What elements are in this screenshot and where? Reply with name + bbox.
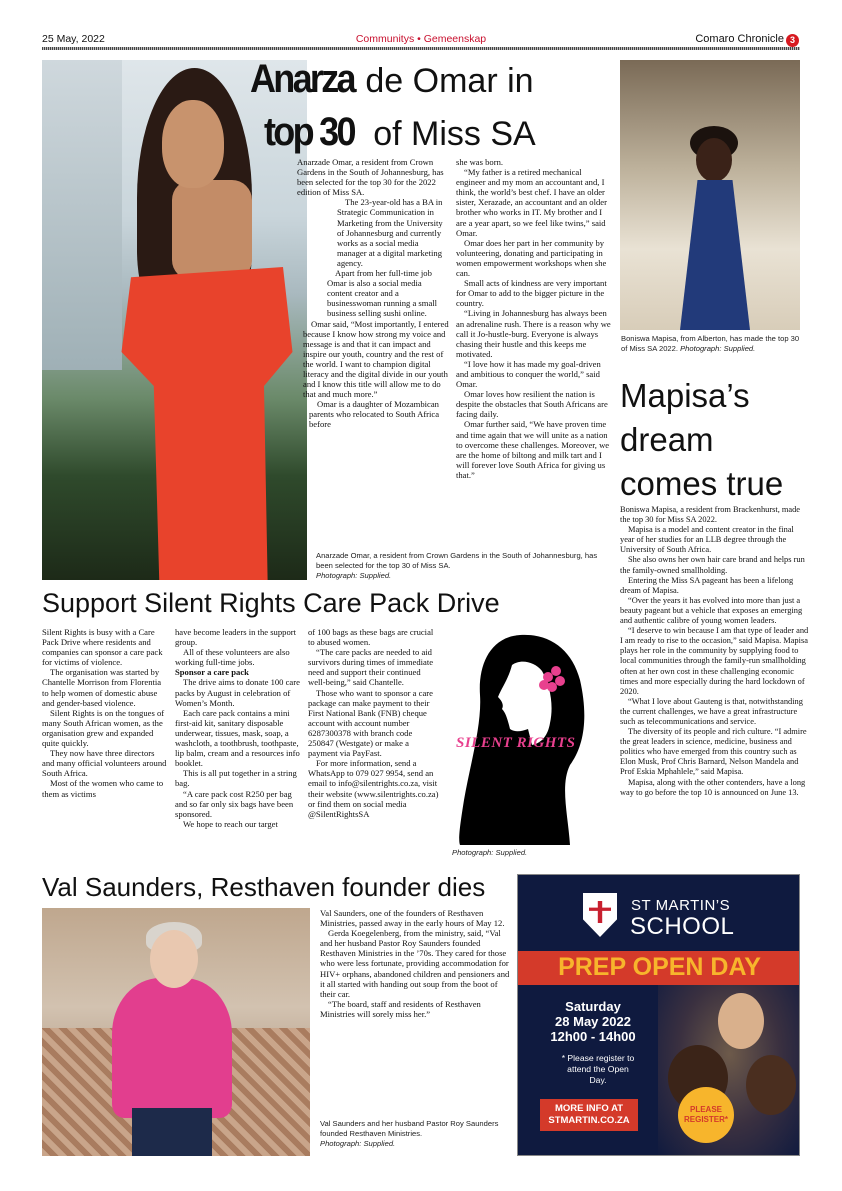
photo-face [162, 100, 224, 188]
silent-rights-column-3 [308, 627, 440, 819]
val-saunders-photo [42, 908, 310, 1156]
paragraph: Boniswa Mapisa, a resident from Brackenhurst, made the top 30 for Miss SA 2022. [620, 505, 801, 525]
paragraph: Most of the women who came to them as victims [42, 778, 164, 799]
paragraph: Those who want to sponsor a care package can make payment to their First National Bank (FNB) cheque account with account number 6287300378 with branch code 250847 (Westgate) or make a payment via PayFast. [308, 687, 433, 759]
photo-credit: Photograph: Supplied. [452, 848, 528, 857]
photo-face [150, 930, 198, 988]
section-name: Communitys • Gemeenskap [355, 33, 487, 45]
omar-body-column-2 [456, 157, 611, 480]
paragraph: “Over the years it has evolved into more than just a beauty pageant but a vehicle that exposes an emerging and authentic calibre of young women leaders. [620, 595, 803, 626]
headline-bold-part: Anarza [250, 57, 354, 101]
paragraph: “I love how it has made my goal-driven and ambitious to conquer the world,” said Omar. [456, 358, 601, 390]
child-face [718, 993, 764, 1049]
event-day: Saturday [565, 999, 621, 1014]
paragraph: Omar loves how resilient the nation is despite the obstacles that South Africans are facing daily. [456, 389, 608, 420]
subheading: Sponsor a care pack [175, 667, 249, 678]
school-name-line-2: SCHOOL [630, 913, 735, 940]
paragraph: We hope to reach our target [183, 818, 278, 829]
paragraph: “The care packs are needed to aid survivors during times of immediate need and support their continued well-being,” said Chantelle. [308, 647, 434, 688]
caption-text: Anarzade Omar, a resident from Crown Gardens in the South of Johannesburg, has been selected for the top 30 of Miss SA. [316, 551, 598, 570]
caption-text: Boniswa Mapisa, from Alberton, has made the top 30 of Miss SA 2022. [621, 334, 800, 353]
photo-blue-dress [680, 180, 750, 330]
headline-line: Mapisa’s [620, 377, 750, 414]
omar-headline [250, 57, 610, 163]
paragraph: she was born. [456, 157, 504, 167]
paragraph: The 23-year-old has a BA in Strategic Communication in Marketing from the University of Johannesburg and currently works as a social media manager at a digital marketing agency. [337, 197, 443, 268]
paragraph: Omar does her part in her community by volunteering, donating and participating in women empowerment workshops when she can. [456, 237, 607, 279]
headline-bold-part: top 30 [264, 110, 354, 154]
event-time: 12h00 - 14h00 [550, 1029, 636, 1044]
paragraph: Mapisa, along with the other contenders, have a long way to go before the top 10 is announced on June 13. [620, 777, 806, 797]
headline-line: comes true [620, 465, 784, 502]
mapisa-photo [620, 60, 800, 330]
paragraph: Silent Rights is busy with a Care Pack Drive where residents and companies can sponsor a care pack for victims of violence. [42, 627, 163, 668]
paragraph: They now have three directors and many official volunteers around South Africa. [42, 748, 167, 779]
silent-rights-column-1 [42, 627, 168, 799]
paragraph: Mapisa is a model and content creator in the final year of her studies for an LLB degree through the University of South Africa. [620, 525, 794, 555]
background-building [42, 60, 122, 370]
paragraph: “The board, staff and residents of Resthaven Ministries will sorely miss her.” [320, 998, 481, 1019]
registration-note: * Please register to attend the Open Day. [561, 1053, 635, 1085]
paragraph: The diversity of its people and rich culture. “I admire the great leaders in science, medicine, business and politics who have emerged from this country such as Elon Musk, Prof Chris Barnard, Nelson Mandela and Prof Eskia Mphahlele,” said Mapisa. [620, 727, 807, 777]
paragraph: Omar further said, “We have proven time and time again that we will unite as a nation to overcome these challenges. Moreover, we are the home of biltong and milk tart and I will forever love South Africa for giving us that.” [456, 419, 610, 480]
banner-text: PREP OPEN DAY [558, 953, 761, 981]
paragraph: “Living in Johannesburg has always been an adrenaline rush. There is a reason why we call it Jo-hustle-burg. Everyone is always chasing their hustle and this keeps me motivated. [456, 308, 611, 359]
photo-pink-cardigan [112, 978, 232, 1118]
school-name-line-1: ST MARTIN’S [631, 897, 731, 914]
silent-rights-logo [450, 625, 610, 845]
paragraph: Entering the Miss SA pageant has been a lifelong dream of Mapisa. [620, 575, 794, 595]
silent-rights-column-2 [175, 627, 301, 829]
paragraph: Omar is a daughter of Mozambican parents who relocated to South Africa before [309, 399, 440, 430]
paragraph: This is all put together in a string bag. [175, 768, 297, 789]
omar-body-column-1 [297, 157, 449, 430]
paragraph: The drive aims to donate 100 care packs by August in celebration of Women’s Month. [175, 677, 300, 708]
paragraph: Apart from her full-time job Omar is also a social media content creator and a businesswoman running a small business selling sushi online. [327, 268, 438, 319]
paragraph: Each care pack contains a mini first-aid kit, sanitary disposable underwear, tissues, mask, soap, a washcloth, a toothbrush, toothpaste, lip balm, cream and a resources info booklet. [175, 707, 300, 769]
paragraph: All of these volunteers are also working full-time jobs. [175, 647, 290, 668]
paragraph: Anarzade Omar, a resident from Crown Gardens in the South of Johannesburg, has been selected for the top 30 for the 2022 edition of Miss SA. [297, 157, 444, 198]
paragraph: “A care pack cost R250 per bag and so far only six bags have been sponsored. [175, 788, 294, 819]
paragraph: Val Saunders, one of the founders of Resthaven Ministries, passed away in the early hours of May 12. [320, 908, 505, 929]
paragraph: Omar said, “Most importantly, I entered because I know how strong my voice and message is and that it can impact and inspire our youth, country and the rest of the world. I want to champion digital literacy and the digital divide in our youth and I know this title will allow me to do that and much more.” [303, 318, 449, 400]
logo-wordmark: SILENT RIGHTS [456, 735, 576, 751]
open-day-banner [518, 951, 800, 985]
paragraph: “What I love about Gauteng is that, notwithstanding the current challenges, we have a great infrastructure such as telecommunications and service. [620, 696, 803, 726]
photo-credit: Photograph: Supplied. [680, 344, 756, 353]
photo-trousers [132, 1108, 212, 1156]
event-date: 28 May 2022 [555, 1014, 631, 1029]
mapisa-headline [620, 374, 810, 506]
paragraph: She also owns her own hair care brand and helps run the family-owned smallholding. [620, 555, 805, 575]
paragraph: The organisation was started by Chantelle Morrison from Florentia to help women of domestic abuse and gender-based violence. [42, 667, 162, 708]
child-face [746, 1055, 796, 1115]
omar-photo-caption [316, 551, 616, 581]
newspaper-name: Comaro Chronicle [695, 33, 784, 45]
paragraph: For more information, send a WhatsApp to 079 027 9954, send an email to info@silentrights.co.za, visit their website (www.silentrights.co.za) or find them on social media @SilentRightsSA [308, 758, 439, 819]
photo-red-dress [112, 250, 302, 580]
headline-light-part: de Omar in [365, 62, 534, 100]
paragraph: of 100 bags as these bags are crucial to abused women. [308, 627, 434, 648]
headline-line: dream [620, 421, 714, 458]
silent-rights-headline: Support Silent Rights Care Pack Drive [42, 588, 500, 618]
silent-rights-photo-credit [452, 848, 527, 858]
val-saunders-headline: Val Saunders, Resthaven founder dies [42, 872, 486, 902]
photo-credit: Photograph: Supplied. [320, 1139, 396, 1148]
paragraph: “I deserve to win because I am that type of leader and I am ready to rise to the occasion,” said Mapisa. Mapisa plays her role in the community by supplying food to local communities through the family-run smallholding often at her own cost in these challenging economic times and more especially during the hard lockdown of 2020. [620, 626, 809, 696]
mapisa-body [620, 505, 810, 798]
mapisa-photo-caption [621, 334, 806, 354]
photo-credit: Photograph: Supplied. [316, 571, 392, 580]
paragraph: have become leaders in the support group. [175, 627, 296, 648]
page-number-badge: 3 [786, 34, 799, 47]
paragraph: Small acts of kindness are very important for Omar to add to the bigger picture in the country. [456, 278, 607, 309]
caption-text: Val Saunders and her husband Pastor Roy Saunders founded Resthaven Ministries. [320, 1119, 499, 1138]
please-register-badge[interactable]: PLEASE REGISTER* [678, 1087, 734, 1143]
paragraph: “My father is a retired mechanical engineer and my mom an accountant and, I think, the world’s best chef. I have an older sister, Xerazade, an accountant and an older brother who works in IT. My brother and I are a year apart, so we feel like twins,” said Omar. [456, 167, 607, 238]
val-saunders-caption [320, 1119, 512, 1149]
headline-light-part: of Miss SA [363, 115, 536, 153]
more-info-button[interactable]: MORE INFO AT STMARTIN.CO.ZA [540, 1099, 638, 1131]
st-martins-advert[interactable] [517, 874, 800, 1156]
header-rule [42, 47, 800, 50]
paragraph: Gerda Koegelenberg, from the ministry, said, “Val and her husband Pastor Roy Saunders founded Resthaven Ministries in the ’70s. They cared for those who were less fortunate, providing accommodation for HIV+ orphans, abandoned children and pensioners and it all started with handing out soup from the boot of their car. [320, 928, 510, 999]
issue-date: 25 May, 2022 [42, 33, 105, 45]
paragraph: Silent Rights is on the tongues of many South African women, as the organisation grew and expanded quite quickly. [42, 707, 165, 749]
val-saunders-body [320, 908, 512, 1019]
photo-face [696, 138, 732, 182]
photo-shoulders [172, 180, 252, 280]
school-crest-icon [583, 893, 617, 937]
